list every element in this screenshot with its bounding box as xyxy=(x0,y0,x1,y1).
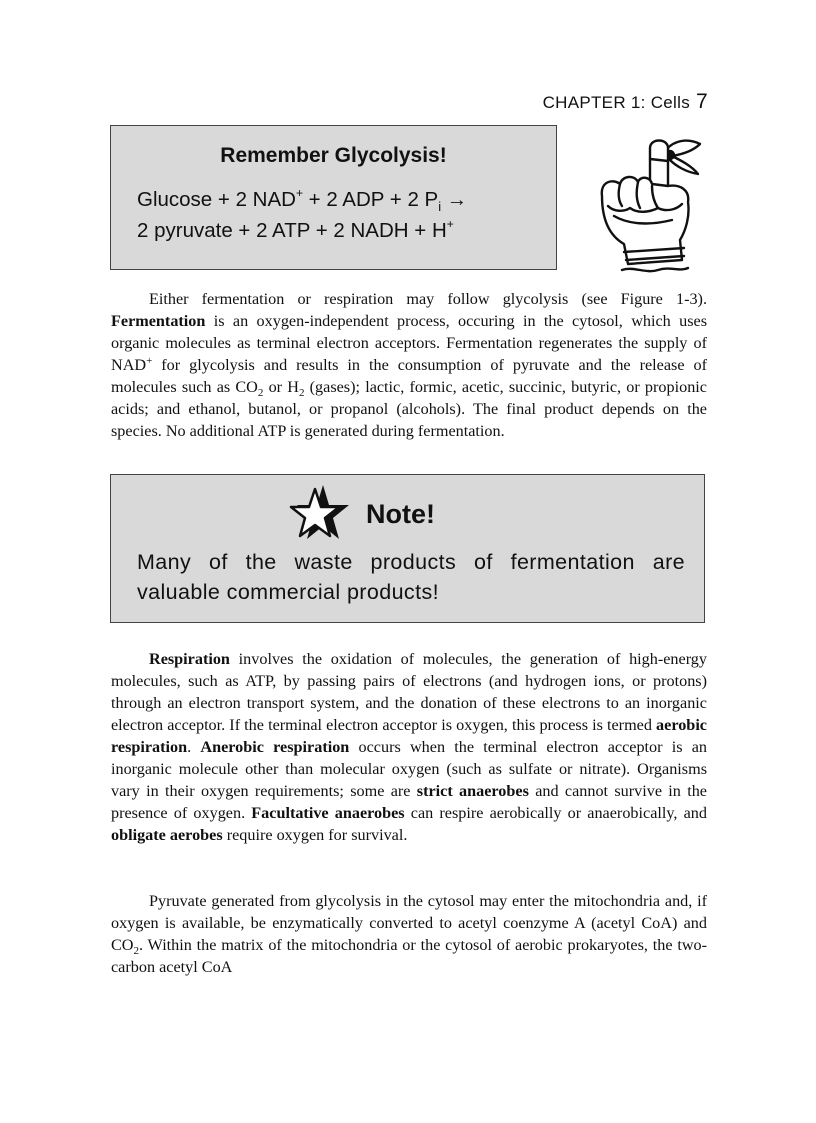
p3-text-2: . Within the matrix of the mitochondria or the cytosol of aerobic prokaryotes, the two-carbon acetyl CoA xyxy=(111,936,707,976)
p3-text-1: Pyruvate generated from glycolysis in the cytosol may enter the mitochondria and, if oxygen is available, be enzymatically converted to acetyl coenzyme A (acetyl CoA) and CO xyxy=(111,892,707,954)
p2-text-1: involves the oxidation of molecules, the generation of high-energy molecules, such as ATP, by passing pairs of electrons (and hydrogen ions, or protons) through an electron transport system, and the donation of these electrons to an inorganic electron acceptor. If the terminal electron acceptor is oxygen, this process is termed xyxy=(111,650,707,734)
eq2-part-a: 2 pyruvate + 2 ATP + 2 NADH + H xyxy=(137,219,447,242)
term-obligate-aerobes: obligate aerobes xyxy=(111,826,223,844)
p3-sub-co2: 2 xyxy=(133,945,139,957)
paragraph-fermentation xyxy=(111,288,707,442)
p1-sub-co2: 2 xyxy=(257,387,264,399)
p2-text-2: . xyxy=(187,738,201,756)
term-strict-anaerobes: strict anaerobes xyxy=(416,782,529,800)
p1-sub-h2: 2 xyxy=(298,387,305,399)
reminder-finger-icon xyxy=(588,130,713,275)
p2-text-5: can respire aerobically or anaerobically, and xyxy=(404,804,707,822)
term-anerobic-respiration: Anerobic respiration xyxy=(200,738,350,756)
p2-text-6: require oxygen for survival. xyxy=(222,826,408,844)
eq1-part-a: Glucose + 2 NAD xyxy=(137,188,296,211)
paragraph-pyruvate xyxy=(111,890,707,978)
paragraph-respiration xyxy=(111,648,707,846)
remember-box-title: Remember Glycolysis! xyxy=(220,144,447,167)
note-box xyxy=(110,474,705,623)
note-title: Note! xyxy=(366,499,435,529)
chapter-title: CHAPTER 1: Cells xyxy=(542,93,691,112)
p1-text-2: is an oxygen-independent process, occuring in the cytosol, which uses organic molecules as terminal electron acceptors. Fermentation regenerates the supply of NAD xyxy=(111,312,707,374)
page-number: 7 xyxy=(696,90,708,113)
eq1-arrow: → xyxy=(441,188,468,211)
note-text: Many of the waste products of fermentation are valuable commercial products! xyxy=(137,550,685,604)
glycolysis-equation-line-1 xyxy=(137,188,467,212)
eq2-sup: + xyxy=(446,217,454,231)
eq1-part-b: + 2 ADP + 2 P xyxy=(302,188,439,211)
term-fermentation: Fermentation xyxy=(111,312,206,330)
term-aerobic-respiration: aerobic respiration xyxy=(111,716,707,756)
p1-text-3: for glycolysis and results in the consumption of pyruvate and the release of molecules such as CO xyxy=(111,356,707,396)
p2-text-3: occurs when the terminal electron acceptor is an inorganic molecule other than molecular oxygen (such as sulfate or nitrate). Organisms vary in their oxygen requirements; some are xyxy=(111,738,708,800)
p2-text-4: and cannot survive in the presence of oxygen. xyxy=(111,782,707,822)
eq1-sup: + xyxy=(295,186,303,200)
term-respiration: Respiration xyxy=(149,650,230,668)
remember-glycolysis-box xyxy=(110,125,557,270)
p1-sup: + xyxy=(146,355,153,367)
running-header xyxy=(110,90,708,114)
p1-text-4: or H xyxy=(263,378,299,396)
glycolysis-equation-line-2 xyxy=(137,219,454,243)
star-icon xyxy=(287,481,351,543)
p1-text-1: Either fermentation or respiration may follow glycolysis (see Figure 1-3). xyxy=(149,290,707,308)
p1-text-5: (gases); lactic, formic, acetic, succinic, butyric, or propionic acids; and ethanol, butanol, or propanol (alcohols). The final product depends on the species. No additional ATP is generated during fermentation. xyxy=(111,378,707,440)
eq1-sub: i xyxy=(438,199,442,214)
term-facultative-anaerobes: Facultative anaerobes xyxy=(251,804,405,822)
